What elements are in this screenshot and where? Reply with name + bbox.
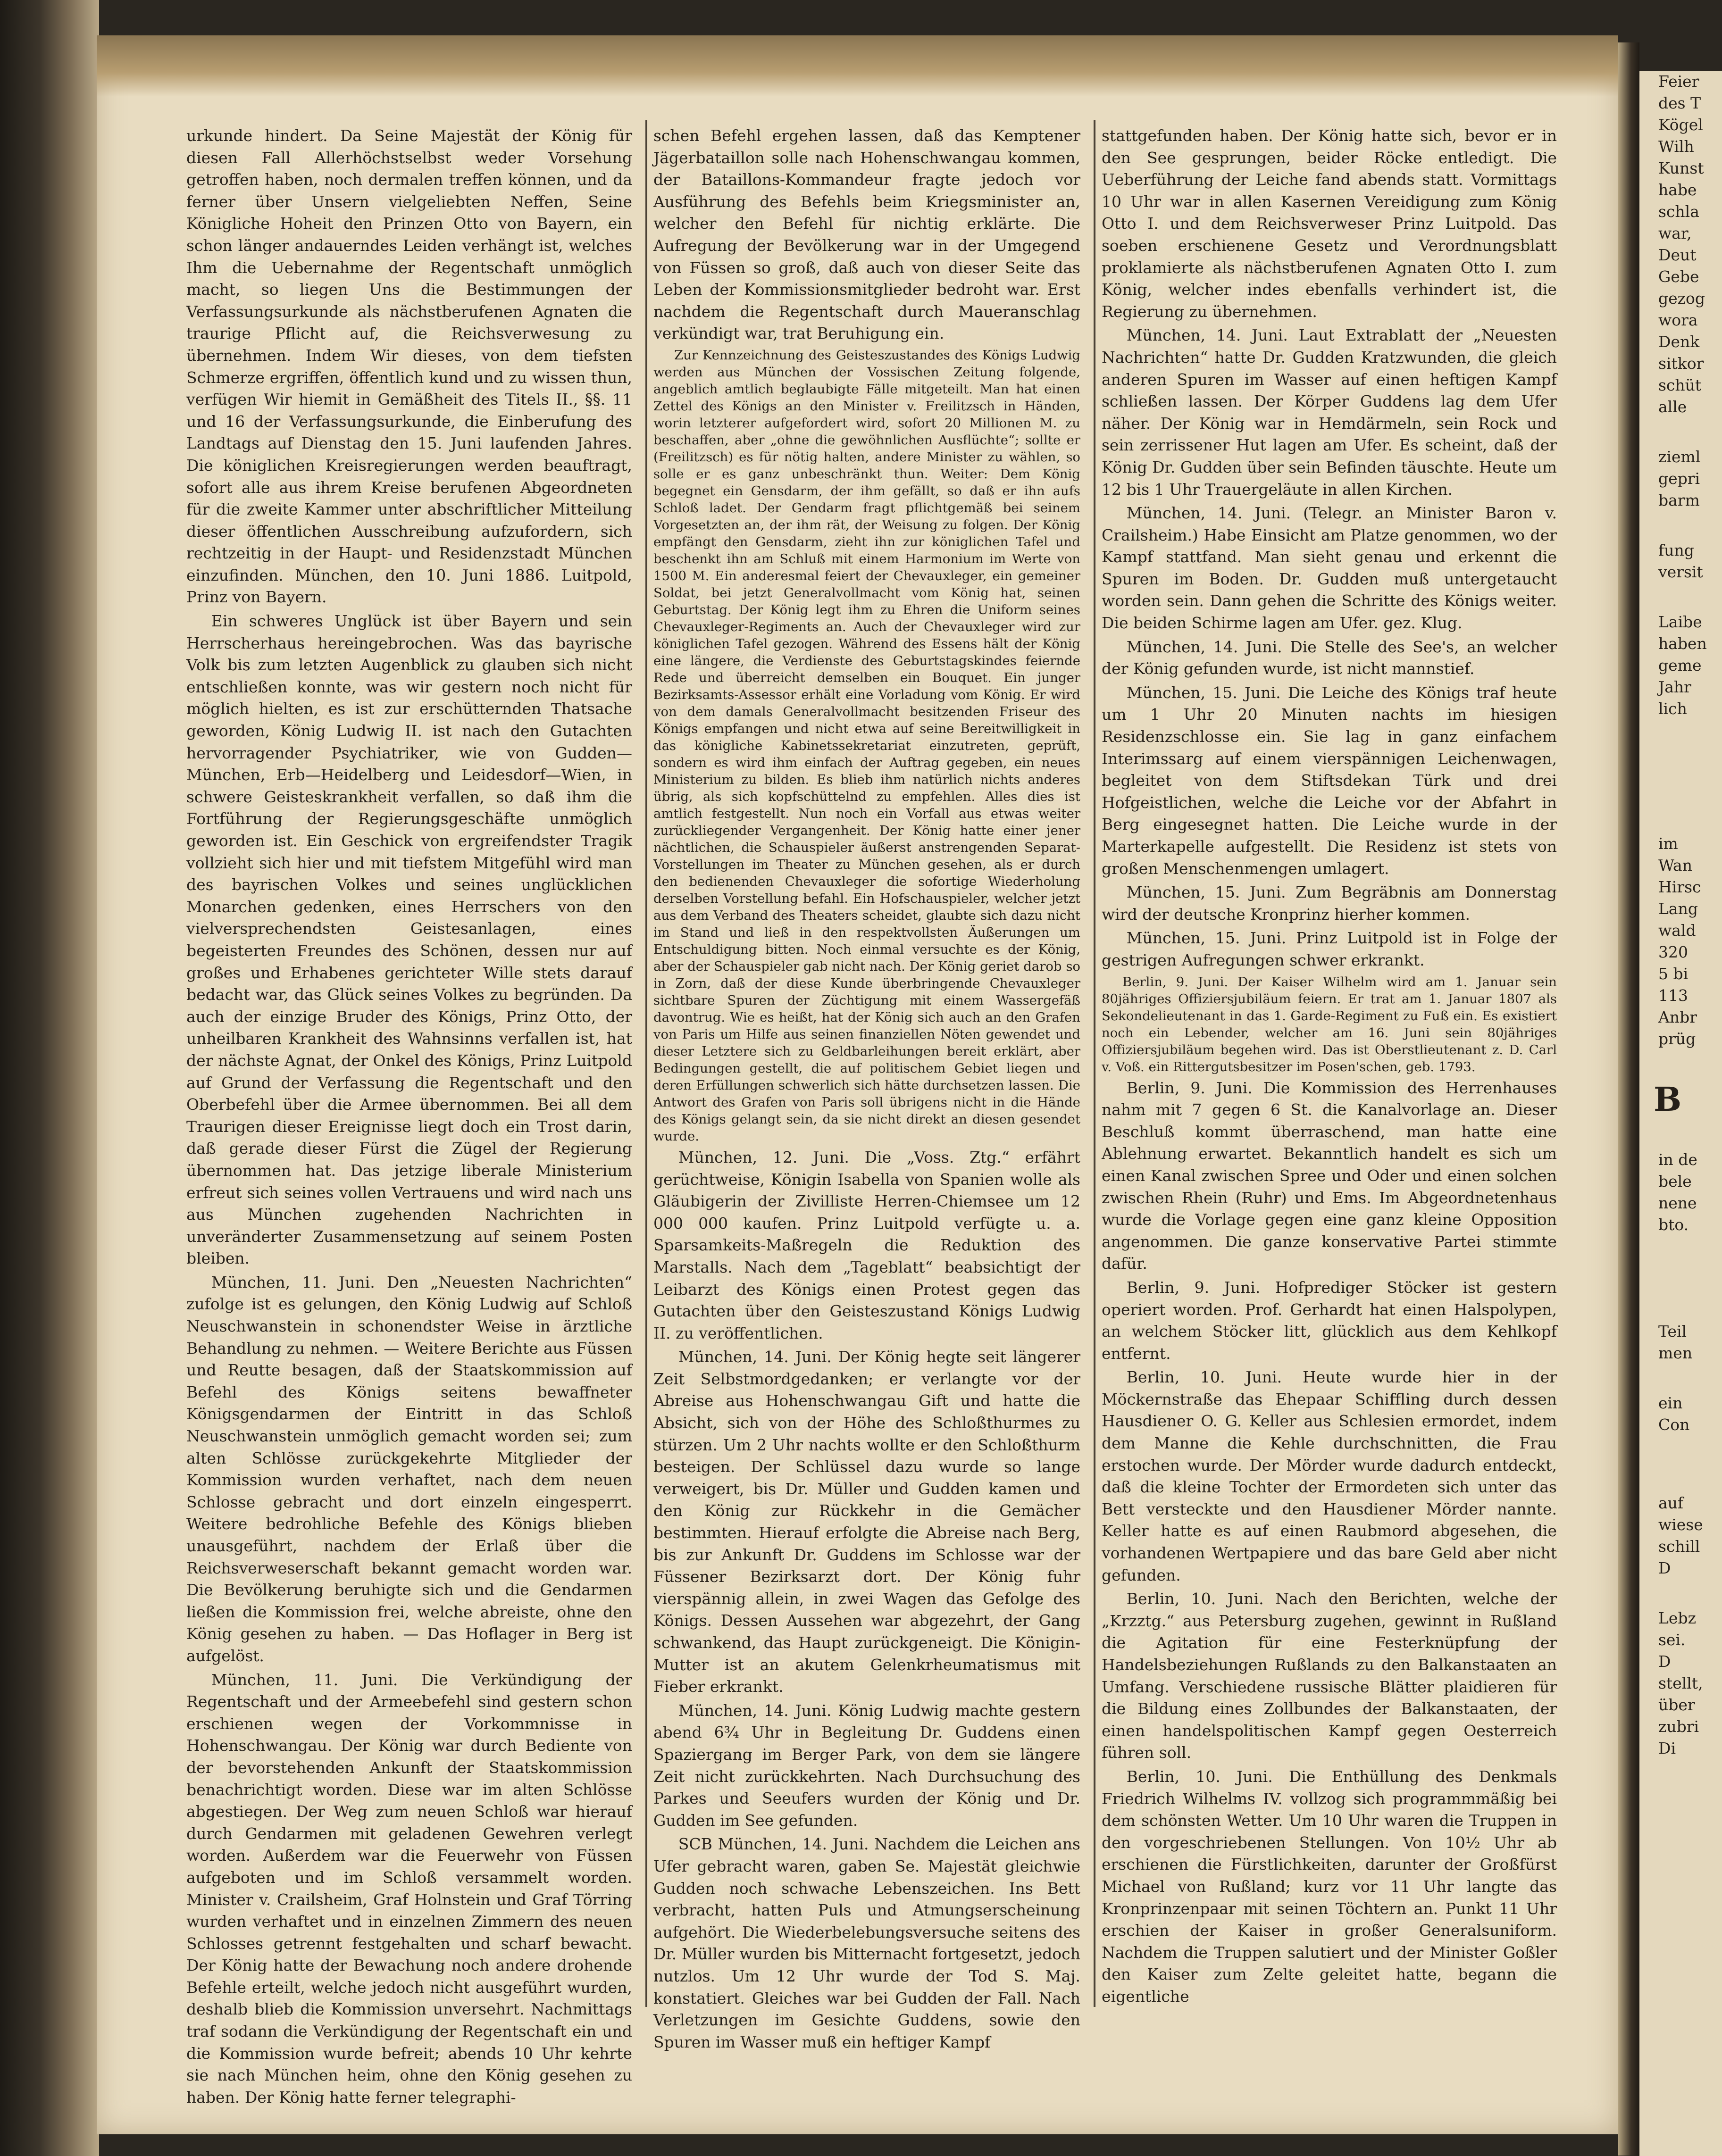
next-page-gap xyxy=(1639,1264,1722,1292)
article-column-3 xyxy=(1102,125,1557,2010)
article-paragraph: stattgefunden haben. Der König hatte sich, bevor er in den See gesprungen, beider Röcke entledigt. Die Ueberführung der Leiche fand abends statt. Vormittags 10 Uhr war in allen Kasernen Vereidigung zum König Otto I. und dem Reichsverweser Prinz Luitpold. Das soeben erschienene Gesetz und Verordnungsblatt proklamierte als nächstberufenen Agnaten Otto I. zum König, welcher indes ebenfalls verhindert ist, die Regierung zu übernehmen. xyxy=(1102,126,1557,321)
article-paragraph: München, 11. Juni. Die Verkündigung der Regentschaft und der Armeebefehl sind gestern schon erschienen wegen der Vorkommnisse in Hohenschwangau. Der König war durch Bediente von der bevorstehenden Ankunft der Staatskommission benachrichtigt worden. Diese war im alten Schlösse abgestiegen. Der Weg zum neuen Schloß war hierauf durch Gendarmen mit geladenen Gewehren verlegt worden. Außerdem war die Feuerwehr von Füssen aufgeboten und im Schloß versammelt worden. Minister v. Crailsheim, Graf Holnstein und Graf Törring wurden verhaftet und in einzelnen Zimmern des neuen Schlosses getrennt festgehalten und scharf bewacht. Der König hatte der Bewachung noch andere drohende Befehle erteilt, welche jedoch nicht ausgeführt wurden, deshalb blieb die Kommission unversehrt. Nachmittags traf sodann die Verkündigung der Regentschaft ein und die Kommission wurde befreit; abends 10 Uhr kehrte sie nach München heim, ohne den König gesehen zu haben. Der König hatte ferner telegraphi- xyxy=(186,1670,632,2106)
next-page-fragment: haben xyxy=(1658,634,1707,653)
next-page-fragment: Con xyxy=(1658,1415,1690,1434)
next-page-fragment: Lebz xyxy=(1658,1609,1696,1627)
next-page-gap xyxy=(1639,805,1722,833)
next-page-fragment: fung xyxy=(1658,541,1694,559)
next-page-fragment: schill xyxy=(1658,1537,1700,1556)
article-paragraph: Berlin, 9. Juni. Hofprediger Stöcker ist gestern operiert worden. Prof. Gerhardt hat einen Halspolypen, an welchem Stöcker litt, glücklich aus dem Kehlkopf entfernt. xyxy=(1102,1278,1557,1363)
next-page-fragment: barm xyxy=(1658,491,1700,509)
next-page-fragment: über xyxy=(1658,1696,1695,1714)
next-page-gap xyxy=(1639,418,1722,446)
next-page-gap xyxy=(1639,748,1722,776)
next-page-fragment: bele xyxy=(1658,1172,1692,1190)
next-page-fragment: D xyxy=(1658,1559,1671,1577)
next-page-fragment: Feier xyxy=(1658,72,1699,91)
next-page-fragment: des T xyxy=(1658,94,1701,112)
next-page-fragment: gepri xyxy=(1658,469,1700,488)
article-column-2 xyxy=(653,125,1080,2055)
next-page-gap xyxy=(1639,720,1722,748)
article-paragraph: Berlin, 10. Juni. Heute wurde hier in der Möckernstraße das Ehepaar Schiffling durch dessen Hausdiener O. G. Keller aus Schlesien ermordet, indem dem Manne die Kehle durchschnitten, die Frau erstochen wurde. Der Mörder wurde dadurch entdeckt, daß die kleine Tochter der Ermordeten sich unter das Bett versteckte und den Hausdiener Mörder nannte. Keller hatte es auf einen Raubmord abgesehen, die vorhandenen Wertpapiere und das bare Geld aber nicht gefunden. xyxy=(1102,1368,1557,1584)
article-paragraph: München, 14. Juni. Laut Extrablatt der „Neuesten Nachrichten“ hatte Dr. Gudden Kratzwunden, die gleich anderen Spuren im Wasser auf einen heftigen Kampf schließen lassen. Der Körper Guddens lag dem Ufer näher. Der König war in Hemdärmeln, sein Rock und sein zerrissener Hut lagen am Ufer. Es scheint, daß der König Dr. Gudden über sein Befinden täuschte. Heute um 12 bis 1 Uhr Trauergeläute in allen Kirchen. xyxy=(1102,326,1557,499)
next-page-fragment: auf xyxy=(1658,1494,1684,1512)
article-paragraph: München, 14. Juni. (Telegr. an Minister Baron v. Crailsheim.) Habe Einsicht am Platze genommen, wo der Kampf stattfand. Man sieht genau und erkennt die Spuren im Boden. Dr. Gudden muß untergetaucht worden sein. Dann gehen die Schritte des Königs weiter. Die beiden Schirme lagen am Ufer. gez. Klug. xyxy=(1102,504,1557,633)
next-page-fragment: prüg xyxy=(1658,1030,1696,1048)
article-paragraph: München, 14. Juni. Die Stelle des See's, an welcher der König gefunden wurde, ist nicht mannstief. xyxy=(1102,637,1557,678)
next-page-fragment: in de xyxy=(1658,1150,1697,1169)
article-paragraph: München, 15. Juni. Zum Begräbnis am Donnerstag wird der deutsche Kronprinz hierher kommen. xyxy=(1102,883,1557,924)
article-paragraph: München, 15. Juni. Die Leiche des Königs traf heute um 1 Uhr 20 Minuten nachts im hiesigen Residenzschlosse ein. Sie lag in ganz einfachem Interimssarg auf einem vierspännigen Leichenwagen, begleitet von dem Stiftsdekan Türk und drei Hofgeistlichen, welche die Leiche vor der Abfahrt in Berg eingesegnet hatten. Die Leiche wurde in der Marterkapelle aufgestellt. Die Residenz ist stets von großen Menschenmengen umlagert. xyxy=(1102,683,1557,878)
article-paragraph: Zur Kennzeichnung des Geisteszustandes des Königs Ludwig werden aus München der Vossischen Zeitung folgende, angeblich amtlich beglaubigte Fälle mitgeteilt. Man hat einen Zettel des Königs an den Minister v. Freilitzsch in Händen, worin letzterer aufgefordert wird, sofort 20 Millionen M. zu beschaffen, aber „ohne die gewöhnlichen Ausflüchte“; sollte er (Freilitzsch) es für nötig halten, andere Minister zu wählen, so solle er es ganz unbeschränkt thun. Weiter: Dem König begegnet ein Gensdarm, der ihm gefällt, so daß er ihn aufs Schloß ladet. Der Gendarm fragt pflichtgemäß bei seinem Vorgesetzten an, der ihm rät, der Weisung zu folgen. Der König empfängt den Gensdarm, zieht ihn zur königlichen Tafel und beschenkt ihn am Schluß mit einem Harmonium im Werte von 1500 M. Ein anderesmal feiert der Chevauxleger, ein gemeiner Soldat, bei jetzt Generalvollmacht vom König hat, seinen Geburtstag. Der König legt ihm zu Ehren die Uniform seines Chevauxleger-Regiments an. Auch der Chevauxleger wird zur königlichen Tafel gezogen. Während des Essens hält der König eine längere, die Verdienste des Geburtstagskindes feiernde Rede und überreicht demselben ein Bouquet. Ein junger Bezirksamts-Assessor erhält eine Vorladung vom König. Er wird von dem damals Generalvollmacht besitzenden Friseur des Königs empfangen und nicht etwa auf seine Bereitwilligkeit in das königliche Kabinetssekretariat einzutreten, geprüft, sondern es wird ihm einfach der Auftrag gegeben, ein neues Ministerium zu bilden. Es blieb ihm natürlich nichts anderes übrig, als sich kopfschüttelnd zu empfehlen. Alles dies ist amtlich festgestellt. Nun noch ein Vorfall aus etwas weiter zurückliegender Vergangenheit. Der König hatte einer jener nächtlichen, die Schauspieler äußerst anstrengenden Separat-Vorstellungen im Theater zu München gesehen, als er durch den bedienenden Chevauxleger die sofortige Wiederholung derselben Vorstellung befahl. Ein Hofschauspieler, welcher jetzt aus dem Verband des Theaters scheidet, glaubte sich dazu nicht im Stand und ließ in den respektvollsten Äußerungen um Entschuldigung bitten. Noch einmal versuchte es der König, aber der Schauspieler gab nicht nach. Der König geriet darob so in Zorn, daß der diese Kunde überbringende Chevauxleger sichtbare Spuren der Züchtigung mit einem Wassergefäß davontrug. Wie es heißt, hat der König sich auch an den Grafen von Paris um Hilfe aus seinen finanziellen Nöten gewendet und dieser Letztere sich zu Geldbarleihungen bereit erklärt, aber Bedingungen gestellt, die auf politischem Gebiet liegen und deren Erfüllungen schwerlich sich hätte durchsetzen lassen. Die Antwort des Grafen von Paris soll übrigens nicht in die Hände des Königs gelangt sein, da sie nicht direkt an diesen gesendet wurde. xyxy=(653,347,1080,1144)
next-page-fragment: 5 bi xyxy=(1658,965,1689,983)
column-rule xyxy=(1094,120,1095,2007)
article-paragraph: Berlin, 9. Juni. Die Kommission des Herrenhauses nahm mit 7 gegen 6 St. die Kanalvorlage an. Dieser Beschluß kommt überraschend, man hatte eine Ablehnung erwartet. Bekanntlich handelt es sich um einen Kanal zwischen Spree und Oder und einen solchen zwischen Rhein (Ruhr) und Ems. Im Abgeordnetenhaus wurde die Vorlage gegen eine ganz kleine Opposition angenommen. Die ganze konservative Partei stimmte dafür. xyxy=(1102,1078,1557,1273)
article-paragraph: München, 11. Juni. Den „Neuesten Nachrichten“ zufolge ist es gelungen, den König Ludwig auf Schloß Neuschwanstein in schonendster Weise in ärztliche Behandlung zu nehmen. — Weitere Berichte aus Füssen und Reutte besagen, daß der Staatskommission auf Befehl des Königs seitens bewaffneter Königsgendarmen der Eintritt in das Schloß Neuschwanstein unmöglich gemacht worden sei; zum alten Schlösse zurückgekehrte Mitglieder der Kommission wurden verhaftet, nach dem neuen Schlosse gebracht und dort einzeln eingesperrt. Weitere bedrohliche Befehle des Königs blieben unausgeführt, nachdem der Erlaß über die Reichsverweserschaft bekannt gemacht worden war. Die Bevölkerung beruhigte sich und die Gendarmen ließen die Kommission frei, welche abreiste, ohne den König gesehen zu haben. — Das Hoflager in Berg ist aufgelöst. xyxy=(186,1273,632,1665)
next-page-fragment: Teil xyxy=(1658,1322,1687,1340)
next-page-fragment: schüt xyxy=(1658,376,1702,394)
next-page-fragment: ein xyxy=(1658,1394,1683,1412)
next-page-fragment: zieml xyxy=(1658,448,1701,466)
next-page-gap xyxy=(1639,1364,1722,1392)
next-page-fragment: 320 xyxy=(1658,943,1688,961)
next-page-fragment: D xyxy=(1658,1652,1671,1671)
next-page-fragment: Di xyxy=(1658,1739,1676,1757)
next-page-fragment: gezog xyxy=(1658,289,1705,308)
article-paragraph: urkunde hindert. Da Seine Majestät der König für diesen Fall Allerhöchstselbst weder Vorsehung getroffen haben, noch dermalen treffen können, und da ferner über Unsern vielgeliebten Neffen, Seine Königliche Hoheit den Prinzen Otto von Bayern, ein schon länger andauerndes Leiden verhängt ist, welches Ihm die Uebernahme der Regentschaft unmöglich macht, so liegen Uns die Bestimmungen der Verfassungsurkunde als nächstberufenen Agnaten die traurige Pflicht auf, die Reichsverwesung zu übernehmen. Indem Wir dieses, von dem tiefsten Schmerze ergriffen, öffentlich kund und zu wissen thun, verfügen Wir hiemit in Gemäßheit des Titels II., §§. 11 und 16 der Verfassungsurkunde, die Einberufung des Landtags auf Dienstag den 15. Juni laufenden Jahres. Die königlichen Kreisregierungen werden beauftragt, sofort alle aus ihrem Kreise berufenen Abgeordneten für die zweite Kammer unter abschriftlicher Mitteilung dieser öffentlichen Ausschreibung aufzufordern, sich rechtzeitig in der Haupt- und Residenzstadt München einzufinden. München, den 10. Juni 1886. Luitpold, Prinz von Bayern. xyxy=(186,126,632,607)
next-page-fragment: sitkor xyxy=(1658,354,1704,373)
next-page-fragment: Gebe xyxy=(1658,267,1699,286)
article-paragraph: München, 15. Juni. Prinz Luitpold ist in Folge der gestrigen Aufregungen schwer erkrankt. xyxy=(1102,929,1557,969)
article-paragraph: München, 14. Juni. Der König hegte seit längerer Zeit Selbstmordgedanken; er verlangte vor der Abreise aus Hohenschwangau Gift und hatte die Absicht, sich von der Höhe des Schloßthurmes zu stürzen. Um 2 Uhr nachts wollte er den Schloßthurm besteigen. Der Schlüssel dazu wurde so lange verweigert, bis Dr. Müller und Gudden kamen und den König zur Rückkehr in die Gemächer bestimmten. Hierauf erfolgte die Abreise nach Berg, bis zur Ankunft Dr. Guddens im Schlosse war der Füssener Bezirksarzt dort. Der König fuhr vierspännig allein, in zwei Wagen das Gefolge des Königs. Dessen Aussehen war abgezehrt, der Gang schwankend, das Haupt zurückgeneigt. Die Königin-Mutter ist an akutem Gelenkrheumatismus mit Fieber erkrankt. xyxy=(653,1348,1080,1696)
article-paragraph: schen Befehl ergehen lassen, daß das Kemptener Jägerbataillon solle nach Hohenschwangau kommen, der Bataillons-Kommandeur fragte jedoch vor Ausführung des Befehls beim Kriegsminister an, welcher den Befehl für nichtig erklärte. Die Aufregung der Bevölkerung war in der Umgegend von Füssen so groß, daß auch von dieser Seite das Leben der Kommissionsmitglieder bedroht war. Erst nachdem die Regentschaft durch Maueranschlag verkündigt war, trat Beruhigung ein. xyxy=(653,126,1080,343)
article-paragraph: München, 12. Juni. Die „Voss. Ztg.“ erfährt gerüchtweise, Königin Isabella von Spanien wolle als Gläubigerin der Zivilliste Herren-Chiemsee um 12 000 000 kaufen. Prinz Luitpold verfügte u. a. Sparsamkeits-Maßregeln die Reduktion des Marstalls. Nach dem „Tageblatt“ beabsichtigt der Leibarzt des Königs einen Protest gegen das Gutachten über den Geisteszustand Königs Ludwig II. zu veröffentlichen. xyxy=(653,1148,1080,1342)
article-paragraph: München, 14. Juni. König Ludwig machte gestern abend 6¾ Uhr in Begleitung Dr. Guddens einen Spaziergang im Berger Park, von dem sie längere Zeit nicht zurückkehrten. Nach Durchsuchung des Parkes und Seeufers wurden der König und Dr. Gudden im See gefunden. xyxy=(653,1701,1080,1830)
next-page-fragment: nene xyxy=(1658,1194,1697,1212)
next-page-fragment: Kunst xyxy=(1658,159,1704,177)
next-page-gap xyxy=(1639,583,1722,611)
next-page-gap xyxy=(1639,1579,1722,1607)
next-page-fragment: 113 xyxy=(1658,986,1688,1005)
next-page-gap xyxy=(1639,1292,1722,1321)
next-page-fragment: alle xyxy=(1658,398,1687,416)
article-paragraph: SCB München, 14. Juni. Nachdem die Leichen ans Ufer gebracht waren, gaben Se. Majestät gleichwie Gudden noch schwache Lebenszeichen. Ins Bett verbracht, hatten Puls und Atmungserscheinung aufgehört. Die Wiederbelebungsversuche seitens des Dr. Müller wurden bis Mitternacht fortgesetzt, jedoch nutzlos. Um 12 Uhr wurde der Tod S. Maj. konstatiert. Gleiches war bei Gudden der Fall. Nach Verletzungen im Gesichte Guddens, sowie den Spuren im Wasser muß ein heftiger Kampf xyxy=(653,1835,1080,2051)
article-paragraph: Berlin, 10. Juni. Nach den Berichten, welche der „Krzztg.“ aus Petersburg zugehen, gewinnt in Rußland die Agitation für eine Festerknüpfung der Handelsbeziehungen Rußlands zu den Balkanstaaten an Umfang. Verschiedene russische Blätter plaidieren für die Bildung eines Zollbundes der Balkanstaaten, der einen handelspolitischen Kampf gegen Oesterreich führen soll. xyxy=(1102,1590,1557,1762)
next-page-edge xyxy=(1639,71,1722,2156)
next-page-fragment: B xyxy=(1654,1080,1682,1119)
next-page-gap xyxy=(1639,776,1722,805)
book-edge xyxy=(0,0,99,2156)
next-page-fragment: stellt, xyxy=(1658,1674,1703,1692)
next-page-fragment: Denk xyxy=(1658,333,1700,351)
next-page-fragment: im xyxy=(1658,834,1678,853)
next-page-fragment: Laibe xyxy=(1658,613,1702,631)
next-page-fragment: bto. xyxy=(1658,1215,1689,1234)
next-page-fragment: habe xyxy=(1658,181,1697,199)
next-page-fragment: lich xyxy=(1658,699,1687,718)
next-page-fragment: Deut xyxy=(1658,246,1697,264)
next-page-gap xyxy=(1639,1464,1722,1492)
article-paragraph: Ein schweres Unglück ist über Bayern und sein Herrscherhaus hereingebrochen. Was das bayrische Volk bis zum letzten Augenblick zu glauben sich nicht entschließen konnte, was wir gestern noch nicht für möglich hielten, es ist zur erschütternden Thatsache geworden, König Ludwig II. ist nach den Gutachten hervorragender Psychiatriker, wie von Gudden—München, Erb—Heidelberg und Leidesdorf—Wien, in schwere Geisteskrankheit verfallen, so daß ihm die Fortführung der Regierungsgeschäfte unmöglich geworden ist. Ein Geschick von ergreifendster Tragik vollzieht sich hier und mit tiefstem Mitgefühl wird man des bayrischen Volkes und seines unglücklichen Monarchen gedenken, eines Herrschers von den vielversprechendsten Geistesanlagen, eines begeisterten Freundes des Schönen, dessen nur auf großes und Erhabenes gerichteter Wille stets darauf bedacht war, das Glück seines Volkes zu begründen. Da auch der einzige Bruder des Königs, Prinz Otto, der unheilbaren Krankheit des Wahnsinns verfallen ist, hat der nächste Agnat, der Onkel des Königs, Prinz Luitpold auf Grund der Verfassung die Regentschaft und den Oberbefehl über die Armee übernommen. Bei all dem Traurigen dieser Ereignisse liegt doch ein Trost darin, daß gerade dieser Fürst die Zügel der Regierung übernommen hat. Das jetzige liberale Ministerium erfreut sich seines vollen Vertrauens und wird nach uns aus München zugehenden Nachrichten in unveränderter Zusammensetzung auf seinem Posten bleiben. xyxy=(186,612,632,1268)
next-page-fragment: Lang xyxy=(1658,899,1698,918)
next-page-fragment: Wan xyxy=(1658,856,1692,874)
next-page-fragment: wald xyxy=(1658,921,1696,940)
next-page-fragment: geme xyxy=(1658,656,1702,674)
next-page-fragment: Wilh xyxy=(1658,137,1694,156)
next-page-fragment: versit xyxy=(1658,563,1703,581)
next-page-gap xyxy=(1639,1121,1722,1149)
next-page-fragment: war, xyxy=(1658,224,1692,242)
next-page-fragment: schla xyxy=(1658,202,1699,221)
next-page-fragment: wiese xyxy=(1658,1515,1703,1534)
next-page-fragment: zubri xyxy=(1658,1717,1699,1736)
next-page-gap xyxy=(1639,1436,1722,1464)
next-page-fragment: Kögel xyxy=(1658,116,1703,134)
article-paragraph: Berlin, 10. Juni. Die Enthüllung des Denkmals Friedrich Wilhelms IV. vollzog sich programmmäßig bei dem schönsten Wetter. Um 10 Uhr waren die Truppen in den vorgeschriebenen Stellungen. Von 10½ Uhr ab erschienen die Fürstlichkeiten, darunter der Großfürst Michael von Rußland; kurz vor 11 Uhr langte das Kronprinzenpaar mit seinen Töchtern an. Punkt 11 Uhr erschien der Kaiser in großer Generalsuniform. Nachdem die Truppen salutiert und der Minister Goßler den Kaiser zum Zelte geleitet hatte, begann die eigentliche xyxy=(1102,1767,1557,2006)
next-page-gap xyxy=(1639,1236,1722,1264)
next-page-gap xyxy=(1639,1050,1722,1078)
page-top-stain xyxy=(97,35,1618,97)
next-page-fragment: wora xyxy=(1658,311,1698,329)
next-page-fragment: sei. xyxy=(1658,1631,1686,1649)
article-paragraph: Berlin, 9. Juni. Der Kaiser Wilhelm wird am 1. Januar sein 80jähriges Offiziersjubiläum feiern. Er trat am 1. Januar 1807 als Sekondelieutenant in das 1. Garde-Regiment zu Fuß ein. Es existiert noch ein Lebender, welcher am 16. Juni sein 80jähriges Offiziersjubiläum begehen wird. Das ist Oberstlieutenant z. D. Carl v. Voß. ein Rittergutsbesitzer im Posen'schen, geb. 1793. xyxy=(1102,974,1557,1074)
next-page-fragment: Anbr xyxy=(1658,1008,1697,1026)
next-page-fragment: Jahr xyxy=(1658,678,1691,696)
next-page-gap xyxy=(1639,511,1722,540)
column-rule xyxy=(645,120,647,2007)
binding-gutter xyxy=(1618,42,1639,2156)
article-column-1 xyxy=(186,125,632,2110)
next-page-fragment: Hirsc xyxy=(1658,878,1701,896)
next-page-fragment: men xyxy=(1658,1344,1693,1362)
